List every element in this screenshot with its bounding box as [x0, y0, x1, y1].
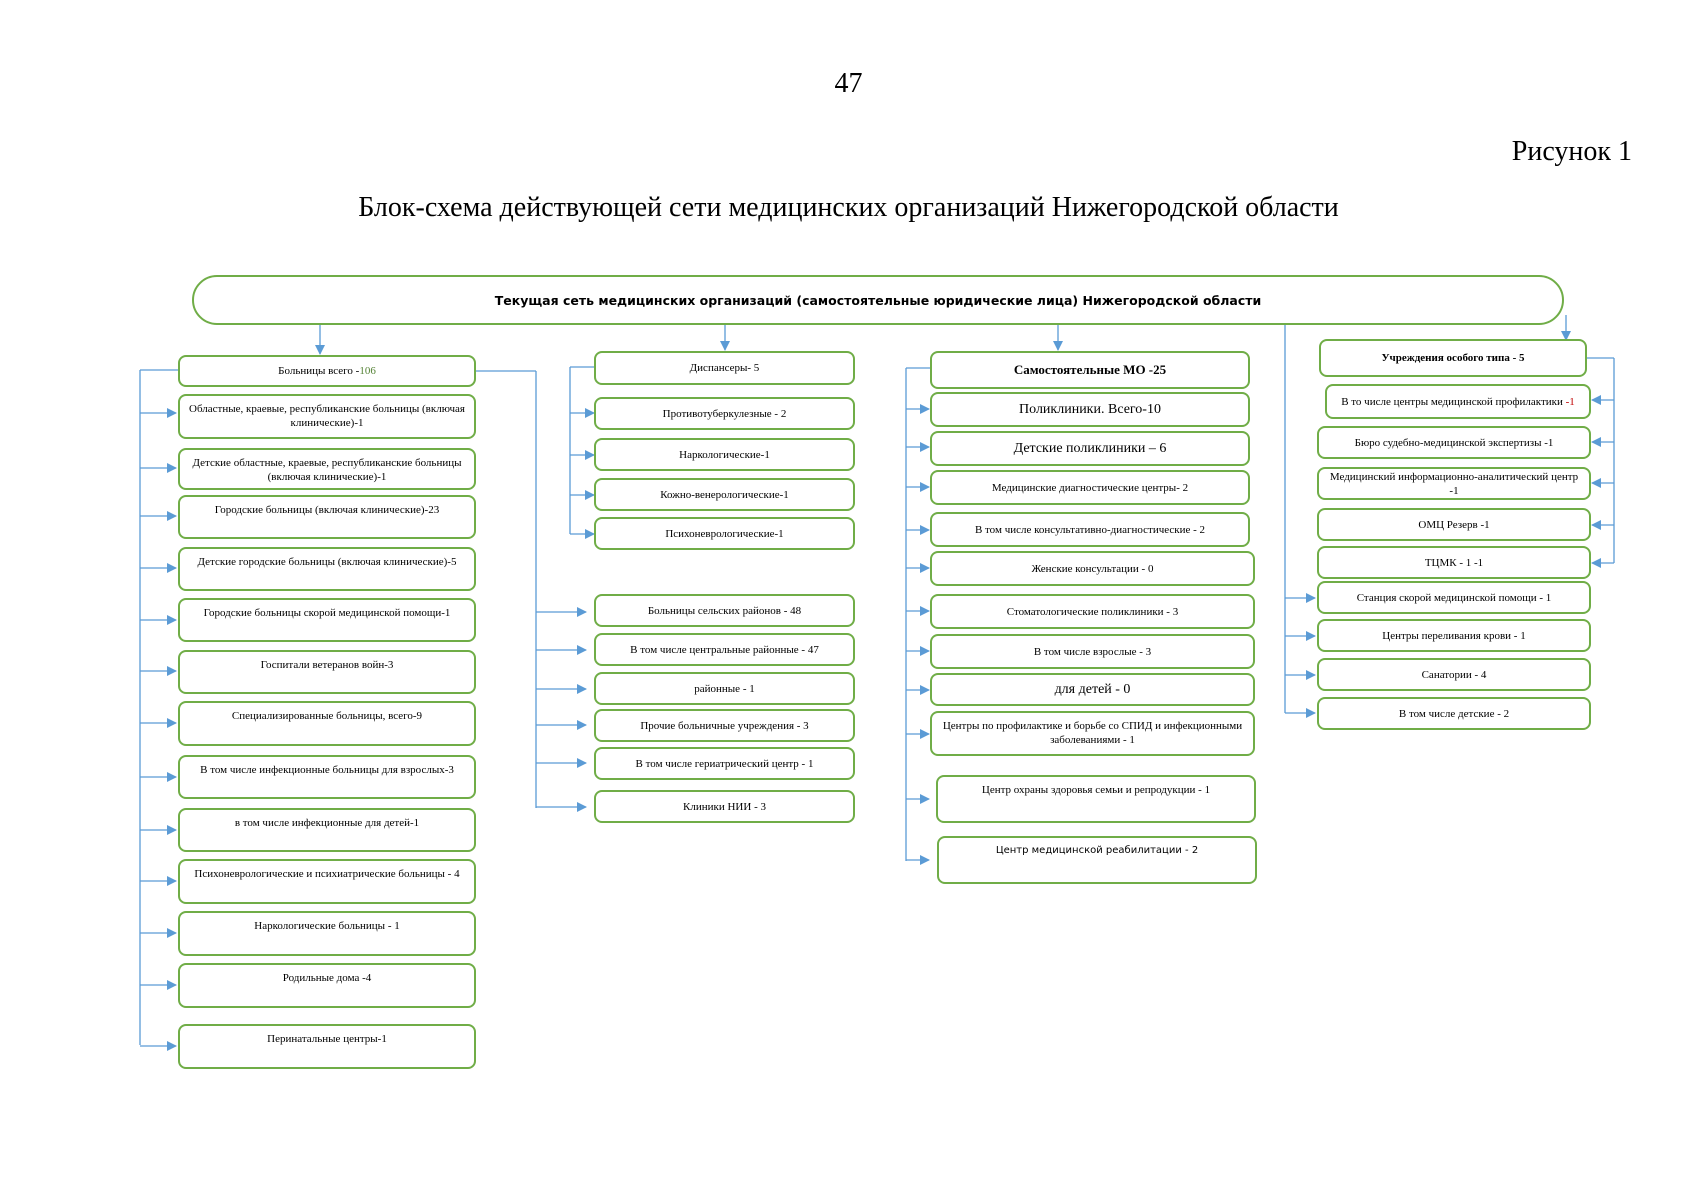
special-item-label: В то числе центры медицинской профилактики — [1341, 395, 1566, 408]
col3-item: Центр охраны здоровья семьи и репродукции - 1 — [936, 775, 1256, 823]
rural-item: В том числе центральные районные - 47 — [594, 633, 855, 666]
other-item: Центры переливания крови - 1 — [1317, 619, 1591, 652]
col1-item: Родильные дома -4 — [178, 963, 476, 1008]
col1-item: Городские больницы скорой медицинской помощи-1 — [178, 598, 476, 642]
col1-item: в том числе инфекционные для детей-1 — [178, 808, 476, 852]
col1-item: Перинатальные центры-1 — [178, 1024, 476, 1069]
col1-item: Психоневрологические и психиатрические больницы - 4 — [178, 859, 476, 904]
col3-item: для детей - 0 — [930, 673, 1255, 706]
col1-item: В том числе инфекционные больницы для взрослых-3 — [178, 755, 476, 799]
special-item-count: -1 — [1565, 395, 1575, 408]
page-number: 47 — [834, 68, 863, 99]
col2-item: Психоневрологические-1 — [594, 517, 855, 550]
col3-item: Медицинские диагностические центры- 2 — [930, 470, 1250, 505]
hospitals-total-count: 106 — [359, 365, 376, 377]
col1-item: Госпитали ветеранов войн-3 — [178, 650, 476, 694]
col1-item: Детские городские больницы (включая клинические)-5 — [178, 547, 476, 591]
col1-item: Городские больницы (включая клинические)-23 — [178, 495, 476, 539]
root-node: Текущая сеть медицинских организаций (самостоятельные юридические лица) Нижегородской области — [192, 275, 1564, 325]
col3-item: Детские поликлиники – 6 — [930, 431, 1250, 466]
special-item: ТЦМК - 1 -1 — [1317, 546, 1591, 579]
special-item — [1325, 384, 1591, 419]
rural-item: районные - 1 — [594, 672, 855, 705]
col3-item: Женские консультации - 0 — [930, 551, 1255, 586]
col1-item: Наркологические больницы - 1 — [178, 911, 476, 956]
col1-item: Областные, краевые, республиканские больницы (включая клинические)-1 — [178, 394, 476, 439]
col2-item: Противотуберкулезные - 2 — [594, 397, 855, 430]
special-item: Бюро судебно-медицинской экспертизы -1 — [1317, 426, 1591, 459]
col1-item: Детские областные, краевые, республиканские больницы (включая клинические)-1 — [178, 448, 476, 490]
rural-item: Клиники НИИ - 3 — [594, 790, 855, 823]
figure-label: Рисунок 1 — [1511, 136, 1632, 167]
other-item: Станция скорой медицинской помощи - 1 — [1317, 581, 1591, 614]
dispensaries-node: Диспансеры- 5 — [594, 351, 855, 385]
special-institutions-node: Учреждения особого типа - 5 — [1319, 339, 1587, 377]
col2-item: Кожно-венерологические-1 — [594, 478, 855, 511]
hospitals-total-label: Больницы всего - — [278, 365, 360, 377]
col3-item: Центры по профилактике и борьбе со СПИД и инфекционными заболеваниями - 1 — [930, 711, 1255, 756]
special-item: Медицинский информационно-аналитический центр -1 — [1317, 467, 1591, 500]
col3-item: В том числе взрослые - 3 — [930, 634, 1255, 669]
rural-item: Прочие больничные учреждения - 3 — [594, 709, 855, 742]
col3-item: Поликлиники. Всего-10 — [930, 392, 1250, 427]
rural-item: Больницы сельских районов - 48 — [594, 594, 855, 627]
col3-item: Стоматологические поликлиники - 3 — [930, 594, 1255, 629]
rural-item: В том числе гериатрический центр - 1 — [594, 747, 855, 780]
col3-item: В том числе консультативно-диагностические - 2 — [930, 512, 1250, 547]
col3-item: Центр медицинской реабилитации - 2 — [937, 836, 1257, 884]
col2-item: Наркологические-1 — [594, 438, 855, 471]
hospitals-total-node — [178, 355, 476, 387]
diagram-title: Блок-схема действующей сети медицинских организаций Нижегородской области — [358, 192, 1339, 223]
independent-mo-node: Самостоятельные МО -25 — [930, 351, 1250, 389]
other-item: Санатории - 4 — [1317, 658, 1591, 691]
special-item: ОМЦ Резерв -1 — [1317, 508, 1591, 541]
col1-item: Специализированные больницы, всего-9 — [178, 701, 476, 746]
other-item: В том числе детские - 2 — [1317, 697, 1591, 730]
